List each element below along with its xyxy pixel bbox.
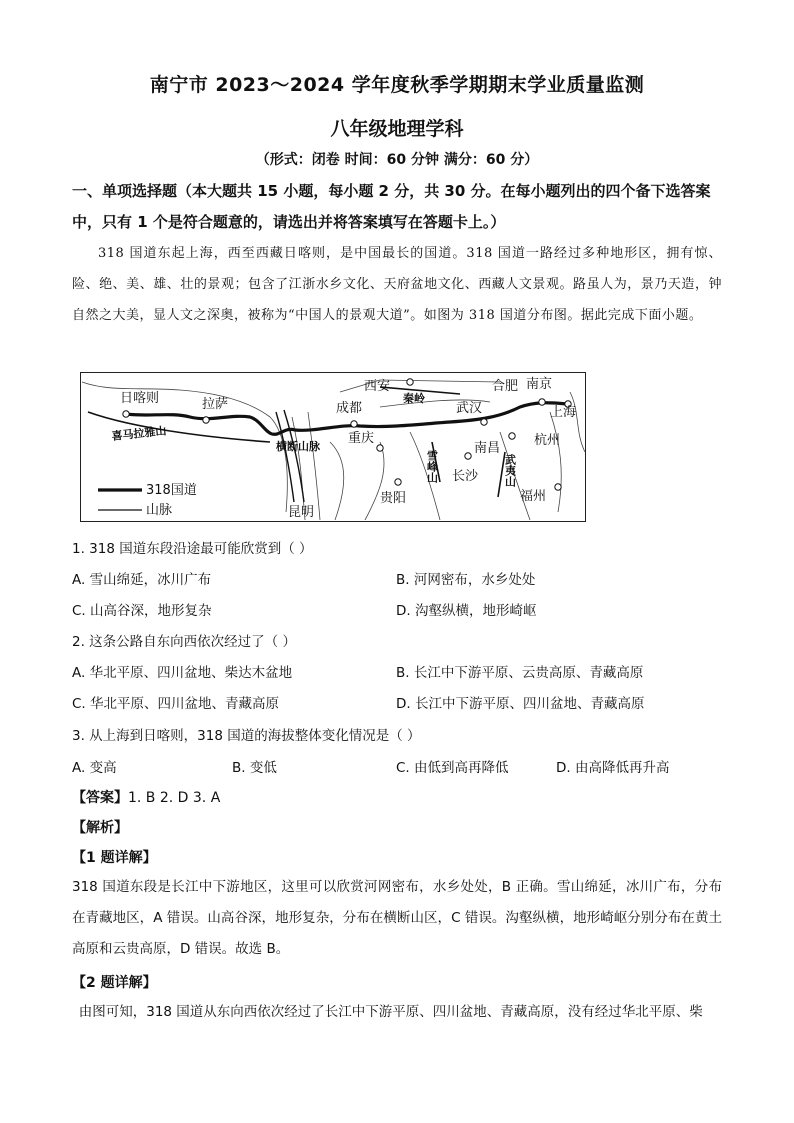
city-label-nanjing: 南京	[526, 377, 553, 392]
city-label-hangzhou: 杭州	[534, 433, 561, 448]
detail-1-label: 【1 题详解】	[72, 850, 157, 866]
question-2-option-d: D. 长江中下游平原、四川盆地、青藏高原	[396, 696, 645, 712]
exam-info: （形式：闭卷 时间：60 分钟 满分：60 分）	[255, 152, 539, 168]
city-dot-changsha	[465, 453, 471, 459]
city-dot-xian	[407, 379, 413, 385]
mountain-label-wuyi: 武夷山	[503, 454, 517, 487]
mountain-label-himalaya: 喜马拉雅山	[110, 424, 168, 443]
answer-line	[72, 787, 220, 807]
city-label-nanchang: 南昌	[474, 441, 501, 456]
legend-road-label: 318国道	[146, 483, 197, 498]
city-label-guiyang: 贵阳	[380, 491, 407, 506]
city-label-hefei: 合肥	[492, 379, 519, 394]
question-2-option-b: B. 长江中下游平原、云贵高原、青藏高原	[396, 665, 644, 681]
question-3-option-a: A. 变高	[72, 760, 117, 776]
city-label-chengdu: 成都	[336, 401, 363, 416]
question-2-option-c: C. 华北平原、四川盆地、青藏高原	[72, 696, 280, 712]
detail-1-text: 318 国道东段是长江中下游地区，这里可以欣赏河网密布，水乡处处，B 正确。雪山绵延，冰川广布，分布在青藏地区，A 错误。山高谷深，地形复杂，分布在横断山区，C 错误。沟壑纵横，地形崎岖分别分布在黄土高原和云贵高原，D 错误。故选 B。	[72, 879, 722, 957]
mountain-label-hengduan: 横断山脉	[276, 440, 320, 453]
exam-title: 南宁市 2023～2024 学年度秋季学期期末学业质量监测	[149, 74, 645, 96]
question-3-option-c: C. 由低到高再降低	[396, 760, 509, 776]
passage: 318 国道东起上海，西至西藏日喀则，是中国最长的国道。318 国道一路经过多种地形区，拥有惊、险、绝、美、雄、壮的景观；包含了江浙水乡文化、天府盆地文化、西藏人文景观。路虽人为，景乃天造，钟自然之大美，显人文之深奥，被称为“中国人的景观大道”。如图为 318 国道分布图。据此完成下面小题。	[72, 246, 722, 323]
question-1-option-b: B. 河网密布，水乡处处	[396, 572, 536, 588]
city-dot-guiyang	[395, 479, 401, 485]
question-1-option-a: A. 雪山绵延，冰川广布	[72, 572, 212, 588]
city-label-fuzhou: 福州	[520, 489, 547, 504]
question-2-stem: 2. 这条公路自东向西依次经过了（ ）	[72, 634, 296, 650]
city-dot-chongqing	[377, 445, 383, 451]
city-label-wuhan: 武汉	[456, 401, 483, 416]
mountain-label-xuefeng: 雪峰山	[425, 450, 439, 483]
detail-2-text: 由图可知，318 国道从东向西依次经过了长江中下游平原、四川盆地、青藏高原，没有经过华北平原、柴	[78, 1004, 703, 1020]
city-dot-lasa	[203, 417, 209, 423]
section-heading: 一、单项选择题（本大题共 15 小题，每小题 2 分，共 30 分。在每小题列出的四个备下选答案中，只有 1 个是符合题意的，请选出并将答案填写在答题卡上。）	[72, 182, 711, 231]
city-label-kunming: 昆明	[288, 505, 315, 520]
city-label-shanghai: 上海	[550, 405, 577, 420]
detail-2-label: 【2 题详解】	[72, 975, 157, 991]
question-1-option-d: D. 沟壑纵横，地形崎岖	[396, 603, 537, 619]
city-label-lasa: 拉萨	[202, 397, 229, 412]
answer-label: 【答案】	[72, 790, 128, 806]
legend-mountain-label: 山脉	[146, 503, 173, 518]
question-1-option-c: C. 山高谷深，地形复杂	[72, 603, 212, 619]
city-dot-nanjing	[539, 399, 545, 405]
answer-text: 1. B 2. D 3. A	[128, 790, 221, 806]
route-318-map	[80, 372, 586, 522]
question-3-option-d: D. 由高降低再升高	[556, 760, 670, 776]
city-dot-wuhan	[481, 419, 487, 425]
city-dot-nanchang	[509, 433, 515, 439]
city-label-changsha: 长沙	[452, 469, 479, 484]
question-3-option-b: B. 变低	[232, 760, 277, 776]
question-1-stem: 1. 318 国道东段沿途最可能欣赏到（ ）	[72, 541, 313, 557]
city-dot-fuzhou	[555, 484, 561, 490]
city-dot-chengdu	[351, 421, 357, 427]
exam-subtitle: 八年级地理学科	[330, 118, 464, 140]
analysis-label: 【解析】	[72, 820, 128, 836]
city-label-chongqing: 重庆	[348, 431, 375, 446]
city-dot-rikaze	[123, 411, 129, 417]
question-3-stem: 3. 从上海到日喀则，318 国道的海拔整体变化情况是（ ）	[72, 728, 421, 744]
mountain-label-qinling: 秦岭	[403, 392, 425, 405]
city-label-xian: 西安	[364, 379, 391, 394]
question-2-option-a: A. 华北平原、四川盆地、柴达木盆地	[72, 665, 293, 681]
city-label-rikaze: 日喀则	[120, 391, 160, 406]
